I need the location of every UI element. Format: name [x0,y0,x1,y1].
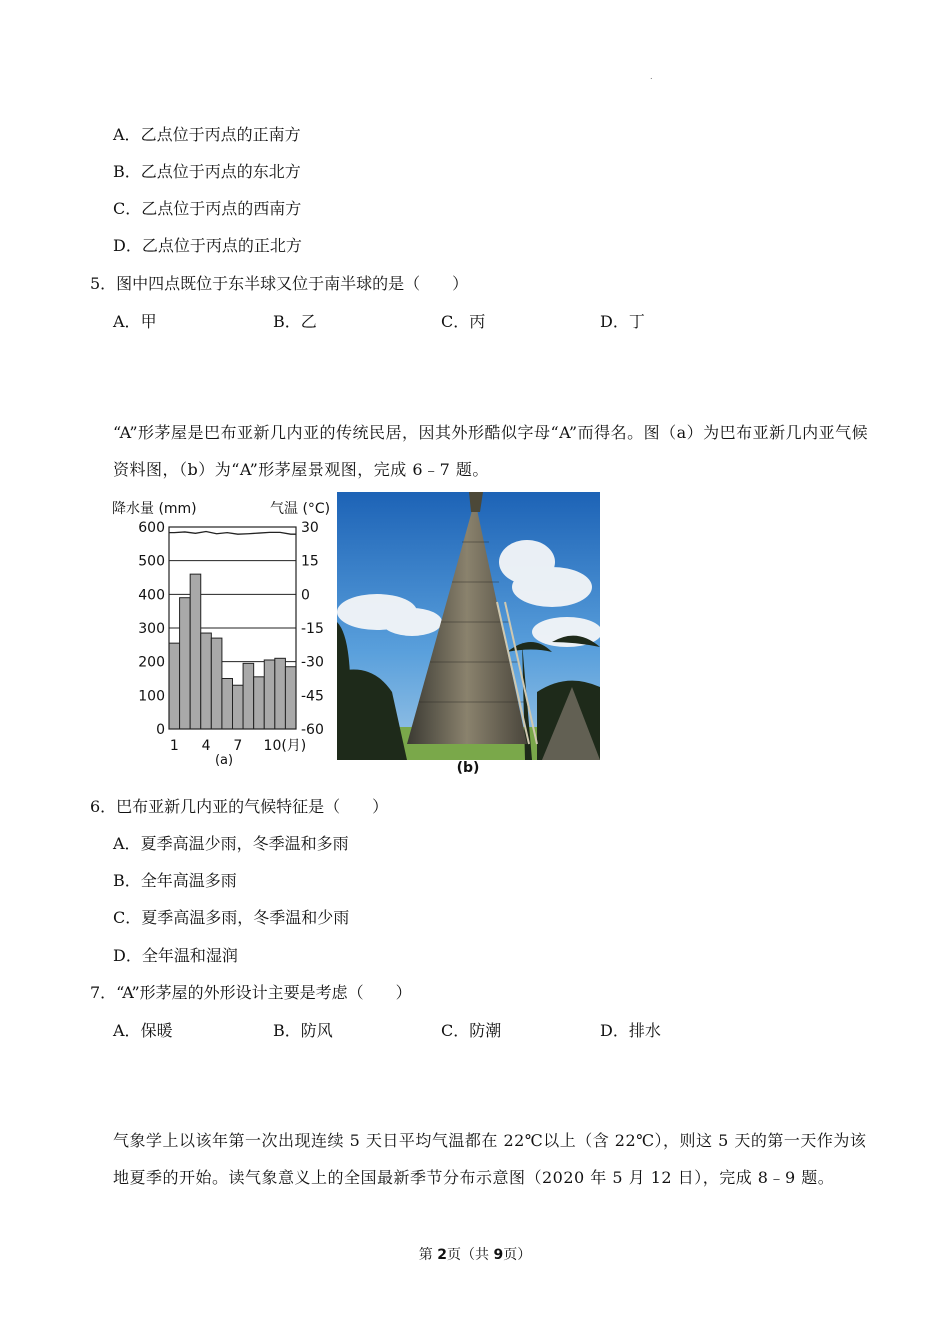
precipitation-bar [285,667,296,729]
right-tick-label: -15 [301,621,324,637]
option-key: C． [441,312,470,331]
q5-option-c[interactable] [441,309,485,332]
option-text: 乙点位于丙点的正南方 [140,125,301,144]
precipitation-bar [264,660,275,729]
precipitation-bar [201,633,212,729]
q5-option-d[interactable] [600,309,645,332]
option-key: C． [113,908,142,927]
left-tick-label: 0 [156,722,165,738]
option-text: 防风 [300,1021,333,1040]
option-key: A． [113,834,141,853]
right-tick-label: 0 [301,587,310,604]
footer-page-number: 2 [437,1247,447,1263]
option-key: D． [113,236,142,255]
q7-option-c[interactable] [441,1018,501,1041]
footer-middle: 页（共 [447,1247,494,1263]
q5-option-a[interactable] [113,309,157,332]
q4-option-a[interactable] [113,122,301,145]
x-tick-label: 10(月) [263,738,307,754]
page-mark: . [650,72,653,81]
left-tick-label: 400 [138,587,165,604]
q4-option-c[interactable] [113,196,301,219]
option-text: 丁 [628,312,645,331]
precipitation-bar [222,679,233,730]
right-tick-label: -60 [301,722,324,738]
passage-a-hut: “A”形茅屋是巴布亚新几内亚的传统民居，因其外形酷似字母“A”而得名。图（a）为巴布亚新几内亚气候资料图，（b）为“A”形茅屋景观图，完成 6﹣7 题。 [113,423,869,479]
option-text: 全年高温多雨 [140,871,237,890]
left-tick-label: 600 [138,520,165,536]
precipitation-bar [180,598,191,729]
option-text: 夏季高温多雨，冬季温和少雨 [141,908,350,927]
temperature-line [169,531,296,534]
option-text: 防潮 [469,1021,502,1040]
figure-b-caption: (b) [456,760,480,775]
precipitation-bar [275,658,286,729]
option-key: D． [113,946,142,965]
q7-option-b[interactable] [273,1018,333,1041]
right-tick-label: -30 [301,654,324,671]
option-key: B． [113,871,141,890]
q7-option-d[interactable] [600,1018,661,1041]
q7-option-a[interactable] [113,1018,173,1041]
left-tick-label: 300 [138,621,165,637]
right-tick-label: 30 [301,520,319,536]
option-key: A． [113,312,141,331]
precipitation-bar [211,638,222,729]
option-text: 排水 [628,1021,661,1040]
left-tick-label: 500 [138,553,165,570]
passage-summary-season: 气象学上以该年第一次出现连续 5 天日平均气温都在 22℃以上（含 22℃），则这 5 天的第一天作为该地夏季的开始。读气象意义上的全国最新季节分布示意图（2020 年 5 月 12 日），完成 8﹣9 题。 [113,1131,867,1187]
x-tick-label: 7 [233,738,243,754]
q6-option-a[interactable] [113,831,349,854]
q4-option-b[interactable] [113,159,301,182]
option-key: D． [600,312,629,331]
option-key: C． [113,199,142,218]
q6-stem: 6．巴布亚新几内亚的气候特征是（ ） [90,797,389,816]
option-text: 甲 [140,312,157,331]
footer-prefix: 第 [418,1247,438,1263]
q7-stem: 7．“A”形茅屋的外形设计主要是考虑（ ） [90,983,412,1002]
figure-a-caption: (a) [214,753,234,768]
option-key: D． [600,1021,629,1040]
q6-option-c[interactable] [113,905,349,928]
option-key: B． [113,162,141,181]
option-text: 全年温和湿润 [141,946,238,965]
x-tick-label: 1 [169,738,179,754]
x-tick-label: 4 [201,738,211,754]
precipitation-bar [190,574,201,729]
left-tick-label: 100 [138,688,165,705]
option-text: 乙点位于丙点的西南方 [141,199,302,218]
right-tick-label: -45 [301,688,324,705]
footer-total-pages: 9 [493,1247,504,1263]
option-key: C． [441,1021,470,1040]
q6-option-d[interactable] [113,943,238,966]
option-text: 夏季高温少雨，冬季温和多雨 [140,834,349,853]
option-text: 丙 [469,312,486,331]
climate-chart [110,492,338,772]
option-text: 乙点位于丙点的正北方 [141,236,302,255]
q4-option-d[interactable] [113,233,302,256]
option-text: 保暖 [140,1021,173,1040]
a-hut-photo [337,492,600,775]
option-text: 乙 [300,312,317,331]
q5-option-b[interactable] [273,309,317,332]
option-text: 乙点位于丙点的东北方 [140,162,301,181]
right-tick-label: 15 [301,553,319,570]
precipitation-bar [243,663,254,729]
left-axis-title: 降水量 (mm) [112,501,197,517]
option-key: B． [273,312,301,331]
precipitation-bar [169,643,180,729]
q6-option-b[interactable] [113,868,237,891]
page-footer [0,1244,950,1264]
precipitation-bar [233,685,244,729]
left-tick-label: 200 [138,654,165,671]
option-key: A． [113,125,141,144]
footer-suffix: 页） [503,1247,532,1263]
q5-stem: 5．图中四点既位于东半球又位于南半球的是（ ） [90,274,469,293]
right-axis-title: 气温 (°C) [270,501,331,517]
option-key: A． [113,1021,141,1040]
precipitation-bar [254,677,265,729]
option-key: B． [273,1021,301,1040]
